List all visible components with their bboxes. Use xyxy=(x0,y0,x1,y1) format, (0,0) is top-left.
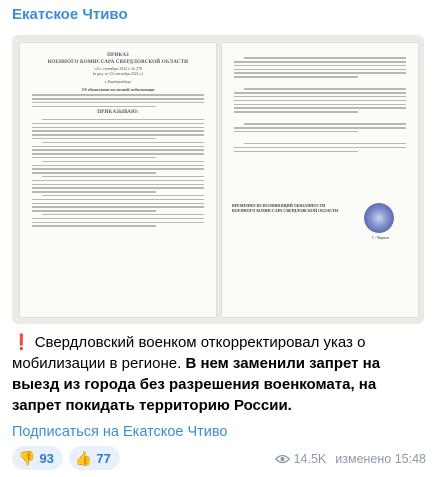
subscribe-link[interactable]: Подписаться на Екатское Чтиво xyxy=(12,424,228,440)
doc-city: г. Екатеринбург xyxy=(104,79,132,84)
post-text xyxy=(12,332,424,416)
document-page-left xyxy=(20,43,216,317)
stamp-icon xyxy=(364,203,394,233)
thumbs-down-icon: 👎 xyxy=(18,449,36,466)
document-page-right xyxy=(222,43,418,317)
reaction-count: 77 xyxy=(96,450,111,466)
post-text-bold: В нем заменили запрет на выезд из города без разрешения военкомата, на запрет покидать территорию России. xyxy=(12,355,381,414)
reactions-bar xyxy=(12,446,120,470)
channel-name[interactable]: Екатское Чтиво xyxy=(12,6,128,23)
doc-revision: (в ред. от 23 сентября 2022 г.) xyxy=(92,71,144,76)
doc-title: ПРИКАЗ xyxy=(107,53,129,58)
edited-time: изменено 15:48 xyxy=(335,452,426,466)
views-count: 14.5K xyxy=(293,452,327,466)
reaction-thumbs-up[interactable] xyxy=(69,446,120,470)
post-meta xyxy=(275,452,426,466)
doc-date: «21» сентября 2022 г. № 278 xyxy=(93,66,143,71)
post-text-plain: Свердловский военком откорректировал указ о мобилизации в регионе. xyxy=(12,334,366,372)
reaction-thumbs-down[interactable] xyxy=(12,446,63,470)
exclamation-icon: ❗ xyxy=(12,334,31,351)
document-image[interactable] xyxy=(12,35,424,324)
thumbs-up-icon: 👍 xyxy=(74,449,93,466)
doc-subject: Об объявлении частичной мобилизации xyxy=(81,87,155,92)
doc-subtitle: ВОЕННОГО КОМИССАРА СВЕРДЛОВСКОЙ ОБЛАСТИ xyxy=(47,59,189,65)
doc-signature-title: ВРЕМЕННО ИСПОЛНЯЮЩИЙ ОБЯЗАННОСТИ ВОЕННОГО КОМИССАРА СВЕРДЛОВСКОЙ ОБЛАСТИ xyxy=(232,203,339,213)
doc-signature-name: С. Чирков xyxy=(372,235,390,240)
eye-icon xyxy=(275,454,290,464)
reaction-count: 93 xyxy=(39,450,54,466)
doc-order: ПРИКАЗЫВАЮ: xyxy=(97,110,139,116)
